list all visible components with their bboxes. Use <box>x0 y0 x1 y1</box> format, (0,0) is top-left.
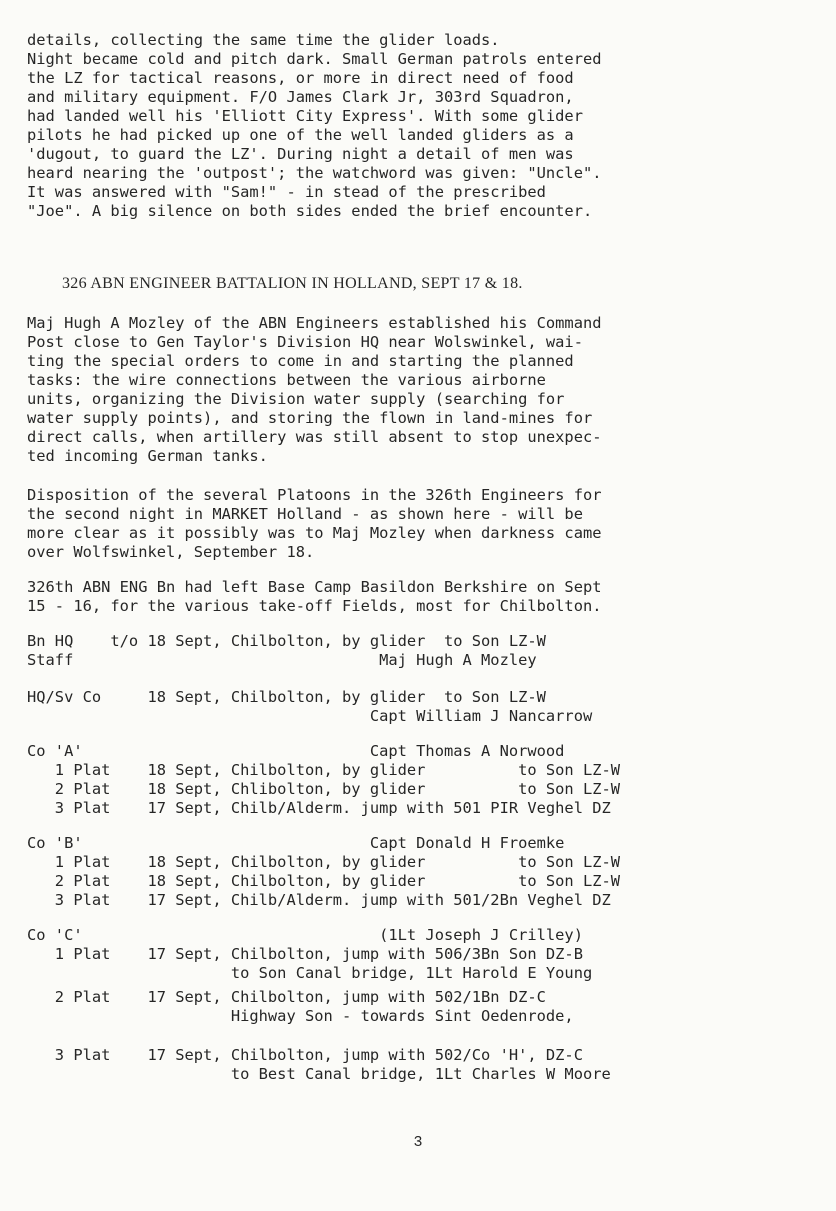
company-c-plat-2: 2 Plat 17 Sept, Chilbolton, jump with 502/1Bn DZ-C Highway Son - towards Sint Oedenrode, <box>54 988 574 1025</box>
hq-sv-co-entry: HQ/Sv Co 18 Sept, Chilbolton, by glider to Son LZ-W Capt William J Nancarrow <box>27 688 593 725</box>
section-heading: 326 ABN ENGINEER BATTALION IN HOLLAND, SEPT 17 & 18. <box>62 275 523 292</box>
company-b-entry: Co 'B' Capt Donald H Froemke 1 Plat 18 Sept, Chilbolton, by glider to Son LZ-W 2 Plat 18 Sept, Chilbolton, by glider to Son LZ-W 3 Plat 17 Sept, Chilb/Alderm. jump with 501/2Bn Veghel DZ <box>27 834 621 909</box>
company-c-plat-3: 3 Plat 17 Sept, Chilbolton, jump with 502/Co 'H', DZ-C to Best Canal bridge, 1Lt Charles W Moore <box>54 1046 611 1083</box>
company-c-entry: Co 'C' (1Lt Joseph J Crilley) 1 Plat 17 Sept, Chilbolton, jump with 506/3Bn Son DZ-B to Son Canal bridge, 1Lt Harold E Young <box>27 926 593 982</box>
page-number: 3 <box>413 1134 423 1151</box>
bn-hq-entry: Bn HQ t/o 18 Sept, Chilbolton, by glider to Son LZ-W Staff Maj Hugh A Mozley <box>27 632 546 669</box>
intro-paragraph: details, collecting the same time the glider loads. Night became cold and pitch dark. Small German patrols entered the LZ for tactical reasons, or more in direct need of food and military equipment. F/O James Clark Jr, 303rd Squadron, had landed well his 'Elliott City Express'. With some glider pilots he had picked up one of the well landed gliders as a 'dugout, to guard the LZ'. During night a detail of men was heard nearing the 'outpost'; the watchword was given: "Uncle". It was answered with "Sam!" - in stead of the prescribed "Joe". A big silence on both sides ended the brief encounter. <box>27 31 602 220</box>
base-camp-paragraph: 326th ABN ENG Bn had left Base Camp Basildon Berkshire on Sept 15 - 16, for the various take-off Fields, most for Chilbolton. <box>27 578 602 615</box>
company-a-entry: Co 'A' Capt Thomas A Norwood 1 Plat 18 Sept, Chilbolton, by glider to Son LZ-W 2 Plat 18 Sept, Chlibolton, by glider to Son LZ-W 3 Plat 17 Sept, Chilb/Alderm. jump with 501 PIR Veghel DZ <box>27 742 621 817</box>
disposition-paragraph: Disposition of the several Platoons in the 326th Engineers for the second night in MARKET Holland - as shown here - will be more clear as it possibly was to Maj Mozley when darkness came over Wolfswinkel, September 18. <box>27 486 602 561</box>
command-post-paragraph: Maj Hugh A Mozley of the ABN Engineers established his Command Post close to Gen Taylor's Division HQ near Wolswinkel, wai- ting the special orders to come in and starting the planned tasks: the wire connections between the various airborne units, organizing the Division water supply (searching for water supply points), and storing the flown in land-mines for direct calls, when artillery was still absent to stop unexpec- ted incoming German tanks. <box>27 314 602 465</box>
